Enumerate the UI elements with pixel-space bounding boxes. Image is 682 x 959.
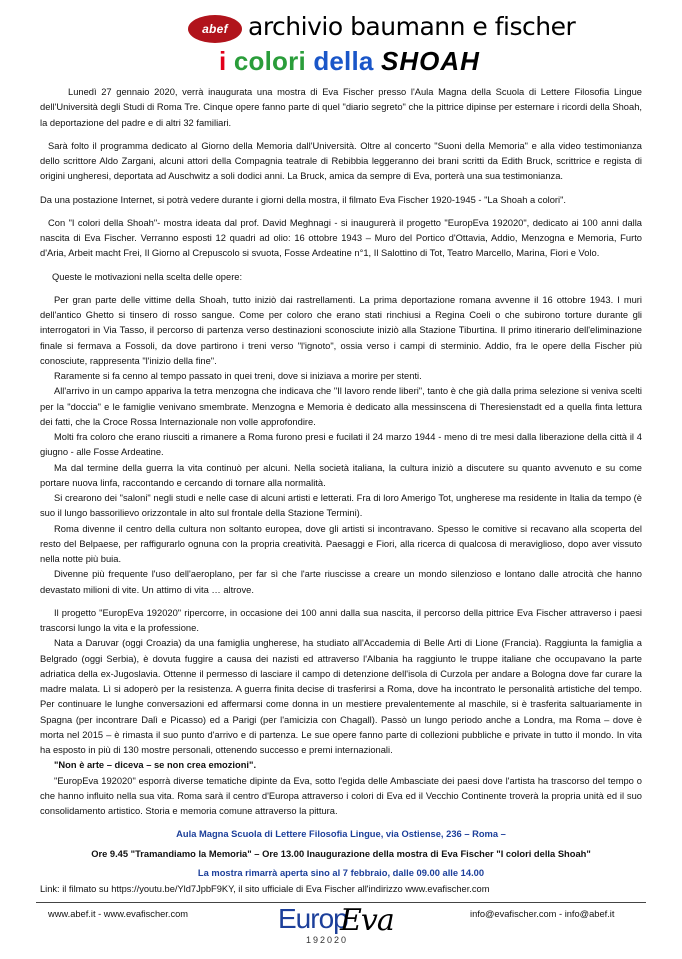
abef-logo: abef — [188, 15, 242, 43]
title-word-1: i — [219, 46, 227, 76]
event-schedule: Ore 9.45 "Tramandiamo la Memoria" – Ore 13.00 Inaugurazione della mostra di Eva Fischer "I colori della Shoah" — [91, 848, 591, 859]
paragraph: Il progetto "EuropEva 192020" ripercorre, in occasione dei 100 anni dalla sua nascita, il percorso della pittrice Eva Fischer attraverso i paesi trascorsi lungo la vita e la professione. — [40, 607, 642, 633]
logo-word: Europ — [278, 903, 348, 934]
paragraph: Con "I colori della Shoah"- mostra ideata dal prof. David Meghnagi - si inaugurerà il progetto "EuropEva 192020", dedicato ai 100 anni dalla nascita di Eva Fischer. Verranno esposti 12 quadri ad olio: 16 ottobre 1943 – Muro del Portico d'Ottavia, Addio, Menzogna e Memoria, Furto d'Aria, Arbeit macht Frei, Il Giorno al Crepuscolo si svuota, Fosse Ardeatine n°1, Il Salottino di Tot, Teatro Marcello, Marina, Fiori e Volo. — [40, 217, 642, 259]
logo-eva: Eva — [340, 903, 394, 938]
quote: "Non è arte – diceva – se non crea emozioni". — [54, 760, 257, 771]
paragraph: All'arrivo in un campo appariva la tetra menzogna che indicava che "Il lavoro rende liberi", tanto è che già dalla prima selezione si veniva scelti per la "doccia" e le famiglie venivano smembrate. Menzogna e Memoria è dedicato alla messinscena di Theresienstadt ed a quella finta lettura dei fatti, che la Croce Rossa Internazionale non volle approfondire. — [40, 386, 642, 427]
paragraph: Per gran parte delle vittime della Shoah, tutto iniziò dai rastrellamenti. La prima deportazione romana avvenne il 16 ottobre 1943. I muri dell'antico Ghetto si tinsero di rosso sangue. Come per coloro che erano stati rinchiusi a Regina Coeli o che subirono torture durante gli interrogatori in Via Tasso, il percorso di partenza verso destinazioni sconosciute iniziò alla Stazione Tiburtina. Il primo itinerario dell'eliminazione finale si fermava a Fossoli, da dove partirono i treni verso "l'ignoto", ossia verso i campi di sterminio. Addio, fra le opere della Fischer più conosciute, rappresenta "l'inizio della fine". — [40, 294, 642, 366]
logo-year: 192020 — [306, 935, 349, 945]
link-line[interactable]: Link: il filmato su https://youtu.be/Yld7JpbF9KY, il sito ufficiale di Eva Fischer all'indirizzo www.evafischer.com — [40, 884, 490, 894]
footer-emails[interactable]: info@evafischer.com - info@abef.it — [470, 909, 615, 919]
paragraph: Sarà folto il programma dedicato al Giorno della Memoria dall'Università. Oltre al concerto "Suoni della Memoria" e alla video testimonianza dello scrittore Aldo Zargani, alcuni attori della Compagnia teatrale di Rebibbia leggeranno dei brani scritti da Edith Bruck, scrittrice e regista di origini ungheresi, deportata ad Auschwitz a soli dodici anni. La Bruck, amica da sempre di Eva, porterà una sua testimonianza. — [40, 140, 642, 182]
paragraph: Queste le motivazioni nella scelta delle opere: — [52, 271, 243, 282]
footer-websites[interactable]: www.abef.it - www.evafischer.com — [48, 909, 189, 919]
paragraph: Molti fra coloro che erano riusciti a rimanere a Roma furono presi e fucilati il 24 marzo 1944 - meno di tre mesi dalla liberazione della città il 4 giugno - alle Fosse Ardeatine. — [40, 432, 642, 458]
europeva-logo — [278, 903, 408, 953]
paragraph: Si crearono dei "saloni" negli studi e nelle case di alcuni artisti e letterati. Fra di loro Amerigo Tot, ungherese ma residente in Italia da tempo (è suo il lungo bassorilievo orizzontale in alto sul frontale della Stazione Termini). — [40, 493, 642, 519]
title-word-3: della — [313, 46, 374, 76]
archive-name: archivio baumann e fischer — [248, 12, 576, 41]
title-word-4: SHOAH — [381, 46, 480, 76]
article-body — [40, 85, 642, 881]
title-word-2: colori — [233, 46, 306, 76]
paragraph: Da una postazione Internet, si potrà vedere durante i giorni della mostra, il filmato Eva Fischer 1920-1945 - "La Shoah a colori". — [40, 194, 567, 205]
paragraph: "EuropEva 192020" esporrà diverse tematiche dipinte da Eva, sotto l'egida delle Ambasciate dei paesi dove l'artista ha trascorso del tempo o che hanno influito nella sua vita. Roma sarà il centro d'Europa attraverso i colori di Eva ed il Vecchio Continente troverà la propria unità ed il suo consolidamento artistico. Storia e memoria comune attraverso la pittura. — [40, 775, 642, 816]
event-dates: La mostra rimarrà aperta sino al 7 febbraio, dalle 09.00 alle 14.00 — [197, 867, 485, 878]
paragraph: Nata a Daruvar (oggi Croazia) da una famiglia ungherese, ha studiato all'Accademia di Belle Arti di Lione (Francia). Raggiunta la famiglia a Belgrado (oggi Serbia), è dovuta fuggire a causa dei nazisti ed attraverso l'Albania ha raggiunto le truppe italiane che occupavano la parte adriatica della ex-Jugoslavia. Ottenne il permesso di lasciare il campo di detenzione dell'isola di Curzola per andare a Bologna dove far curare la madre malata. Lì si adoperò per la resistenza. A guerra finita decise di trasferirsi a Roma, dove ha incontrato le personalità artistiche del tempo. Per continuare le lunghe conversazioni ed affermarsi come donna in un mestiere prevalentemente al maschile, si è trasferita saltuariamente in Spagna (per incontrare Dalì e Picasso) ed a Parigi (per l'amicizia con Chagall). Passò un lungo periodo anche a Londra, ma Roma – dove è morta nel 2015 – è rimasta il suo punto d'arrivo e di partenza. Le sue opere fanno parte di collezioni pubbliche e private in tutto il mondo. In vita ha esposto in più di 130 mostre personali, ottenendo successo e premi internazionali. — [40, 638, 642, 755]
paragraph: Divenne più frequente l'uso dell'aeroplano, per far sì che l'arte riuscisse a creare un mondo silenzioso e lontano dalle atrocità che hanno devastato milioni di vite. Un attimo di vita … altrove. — [40, 569, 642, 595]
page-header — [0, 0, 682, 80]
paragraph: Raramente si fa cenno al tempo passato in quei treni, dove si iniziava a morire per stenti. — [54, 371, 422, 381]
paragraph: Lunedì 27 gennaio 2020, verrà inaugurata una mostra di Eva Fischer presso l'Aula Magna della Scuola di Lettere Filosofia Lingue dell'Università degli Studi di Roma Tre. Cinque opere fanno parte di quel "diario segreto" che la pittrice dipinse per esternare i ricordi della Shoah, la deportazione del padre e di altri 32 familiari. — [40, 87, 642, 128]
page-title — [219, 46, 480, 77]
paragraph: Ma dal termine della guerra la vita continuò per alcuni. Nella società italiana, la cultura iniziò a discutere su quanto avvenuto e su come portare nuova linfa, raccontando e cercando di tornare alla normalità. — [40, 462, 642, 488]
event-venue: Aula Magna Scuola di Lettere Filosofia Lingue, via Ostiense, 236 – Roma – — [176, 829, 506, 840]
paragraph: Roma divenne il centro della cultura non soltanto europea, dove gli artisti si incontravano. Spesso le comitive si recavano alla scoperta del resto del Belpaese, per raffigurarlo ognuna con la propria creatività. Paesaggi e Fiori, alla ricerca di qualcosa di meraviglioso, dopo aver vissuto nella notte più buia. — [40, 523, 642, 564]
